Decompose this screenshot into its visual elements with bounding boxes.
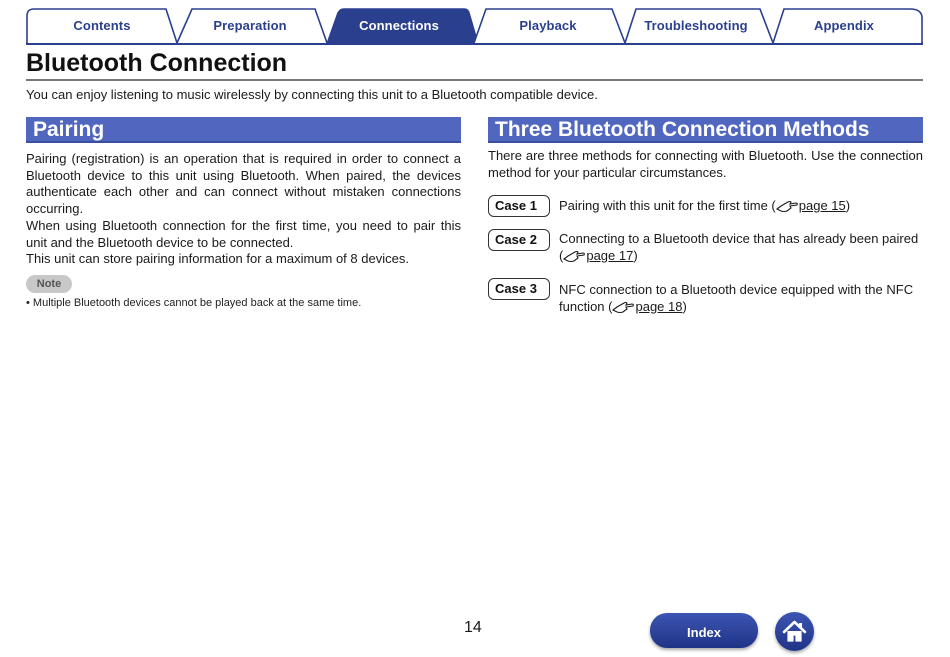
page-intro: You can enjoy listening to music wirelessly by connecting this unit to a Bluetooth compatible device. — [26, 87, 598, 102]
tab-contents[interactable]: Contents — [73, 18, 131, 33]
case-1-text: Pairing with this unit for the first time ( — [559, 198, 776, 213]
pairing-paragraph-3: This unit can store pairing information for a maximum of 8 devices. — [26, 251, 409, 266]
case-1-badge: Case 1 — [488, 195, 550, 217]
case-1-page-ref: page 15 — [798, 198, 846, 213]
case-3-description — [559, 282, 923, 315]
tab-preparation[interactable]: Preparation — [213, 18, 287, 33]
home-icon — [781, 618, 808, 645]
case-1-description — [559, 198, 923, 215]
methods-section-header — [488, 117, 923, 143]
tab-troubleshooting[interactable]: Troubleshooting — [644, 18, 748, 33]
note-text: • Multiple Bluetooth devices cannot be played back at the same time. — [26, 297, 362, 309]
methods-heading: Three Bluetooth Connection Methods — [495, 118, 870, 141]
pairing-section-header — [26, 117, 461, 143]
title-divider — [26, 79, 923, 81]
page-number: 14 — [464, 619, 482, 636]
page-title: Bluetooth Connection — [26, 49, 288, 77]
case-2-description — [559, 231, 923, 264]
pointing-hand-icon — [612, 301, 634, 314]
index-button-label: Index — [687, 625, 721, 640]
pointing-hand-icon — [563, 250, 585, 263]
pairing-paragraph-1: Pairing (registration) is an operation that is required in order to connect a Bluetooth device to this unit using Bluetooth. When paired, the devices authenticate each other and can connect without mistaken connections occurring. — [26, 151, 461, 216]
home-button[interactable] — [775, 612, 814, 651]
pairing-heading: Pairing — [33, 118, 105, 141]
case-1-page-link[interactable] — [776, 198, 846, 213]
case-3-close: ) — [682, 298, 687, 314]
case-3-text: NFC connection to a Bluetooth device equipped with the NFC function ( — [559, 282, 914, 314]
case-2-badge: Case 2 — [488, 229, 550, 251]
pairing-paragraph-2: When using Bluetooth connection for the first time, you need to pair this unit and the Bluetooth device to be connected. — [26, 218, 461, 250]
tab-connections[interactable]: Connections — [359, 18, 439, 33]
case-2-page-ref: page 17 — [586, 247, 634, 263]
tab-playback[interactable]: Playback — [519, 18, 577, 33]
note-badge: Note — [26, 275, 72, 293]
case-3-page-link[interactable] — [612, 299, 682, 314]
tab-appendix[interactable]: Appendix — [813, 18, 875, 33]
tab-bar — [26, 8, 923, 45]
case-2-close: ) — [633, 247, 638, 263]
case-1-close: ) — [845, 198, 851, 213]
case-2-page-link[interactable] — [563, 248, 633, 263]
index-button[interactable] — [650, 613, 758, 648]
pointing-hand-icon — [776, 200, 798, 213]
methods-intro: There are three methods for connecting with Bluetooth. Use the connection method for your particular circumstances. — [488, 148, 923, 180]
case-3-badge: Case 3 — [488, 278, 550, 300]
case-2-text: Connecting to a Bluetooth device that has already been paired ( — [559, 231, 919, 263]
case-3-page-ref: page 18 — [635, 298, 683, 314]
